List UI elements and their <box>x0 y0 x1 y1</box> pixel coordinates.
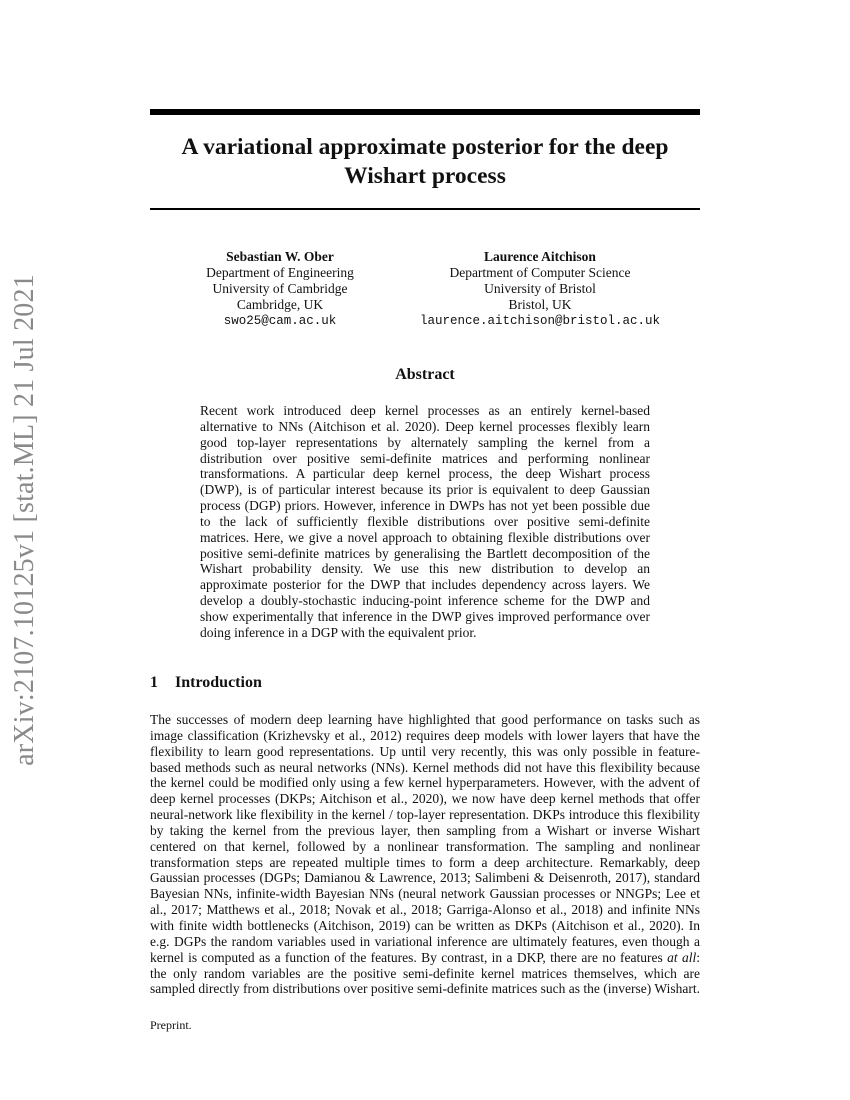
section-number: 1 <box>150 674 158 691</box>
section-heading-introduction <box>150 674 700 692</box>
title-bottom-rule <box>150 208 700 210</box>
author-university: University of Cambridge <box>212 281 348 296</box>
author-department: Department of Computer Science <box>449 265 631 280</box>
author-name: Sebastian W. Ober <box>226 249 334 264</box>
abstract-heading: Abstract <box>395 366 455 383</box>
author-email[interactable]: swo25@cam.ac.uk <box>223 314 337 328</box>
author-location: Cambridge, UK <box>236 297 324 312</box>
preprint-footer: Preprint. <box>150 1018 192 1032</box>
author-block-1 <box>180 249 380 329</box>
author-department: Department of Engineering <box>206 265 354 280</box>
introduction-paragraph <box>150 712 700 997</box>
author-block-2 <box>410 249 670 329</box>
introduction-text-part2: : the only random variables are the positive semi-definite kernel matrices themselves, which are sampled directly from distributions over positive semi-definite matrices such as the (inverse) Wishart. <box>150 949 700 997</box>
author-name: Laurence Aitchison <box>484 249 596 264</box>
paper-title: A variational approximate posterior for the deep Wishart process <box>181 134 669 189</box>
arxiv-identifier-stamp: arXiv:2107.10125v1 [stat.ML] 21 Jul 2021 <box>9 274 40 766</box>
author-university: University of Bristol <box>484 281 596 296</box>
introduction-text-part1: The successes of modern deep learning have highlighted that good performance on tasks such as image classification (Krizhevsky et al., 2012) requires deep models with lower layers that have the flexibility to learn good representations. Up until very recently, this was only possible in feature-based methods such as neural networks (NNs). Kernel methods did not have this flexibility because the kernel could be modified only using a few kernel hyperparameters. However, with the advent of deep kernel processes (DKPs; Aitchison et al., 2020), we now have deep kernel methods that offer neural-network like flexibility in the kernel / top-layer representation. DKPs introduce this flexibility by taking the kernel from the previous layer, then sampling from a Wishart or inverse Wishart centered on that kernel, followed by a nonlinear transformation. The sampling and nonlinear transformation steps are repeated multiple times to form a deep architecture. Remarkably, deep Gaussian processes (DGPs; Damianou & Lawrence, 2013; Salimbeni & Deisenroth, 2017), standard Bayesian NNs, infinite-width Bayesian NNs (neural network Gaussian processes or NNGPs; Lee et al., 2017; Matthews et al., 2018; Novak et al., 2018; Garriga-Alonso et al., 2018) and infinite NNs with finite width bottlenecks (Aitchison, 2019) can be written as DKPs (Aitchison et al., 2020). In e.g. DGPs the random variables used in variational inference are ultimately features, even though a kernel is computed as a function of the features. By contrast, in a DKP, there are no features <box>150 712 700 965</box>
abstract-text: Recent work introduced deep kernel processes as an entirely kernel-based alternative to NNs (Aitchison et al. 2020). Deep kernel processes flexibly learn good top-layer representations by alternately sampling the kernel from a distribution over positive semi-definite matrices and performing nonlinear transformations. A particular deep kernel process, the deep Wishart process (DWP), is of particular interest because its prior is equivalent to deep Gaussian process (DGP) priors. However, inference in DWPs has not yet been possible due to the lack of sufficiently flexible distributions over positive semi-definite matrices. Here, we give a novel approach to obtaining flexible distributions over positive semi-definite matrices by generalising the Bartlett decomposition of the Wishart probability density. We use this new distribution to develop an approximate posterior for the DWP that includes dependency across layers. We develop a doubly-stochastic inducing-point inference scheme for the DWP and show experimentally that inference in the DWP gives improved performance over doing inference in a DGP with the equivalent prior. <box>200 403 650 640</box>
section-title: Introduction <box>175 674 262 691</box>
introduction-emphasis: at all <box>667 949 697 965</box>
author-location: Bristol, UK <box>508 297 572 312</box>
title-top-rule <box>150 109 700 115</box>
author-email[interactable]: laurence.aitchison@bristol.ac.uk <box>419 314 661 328</box>
